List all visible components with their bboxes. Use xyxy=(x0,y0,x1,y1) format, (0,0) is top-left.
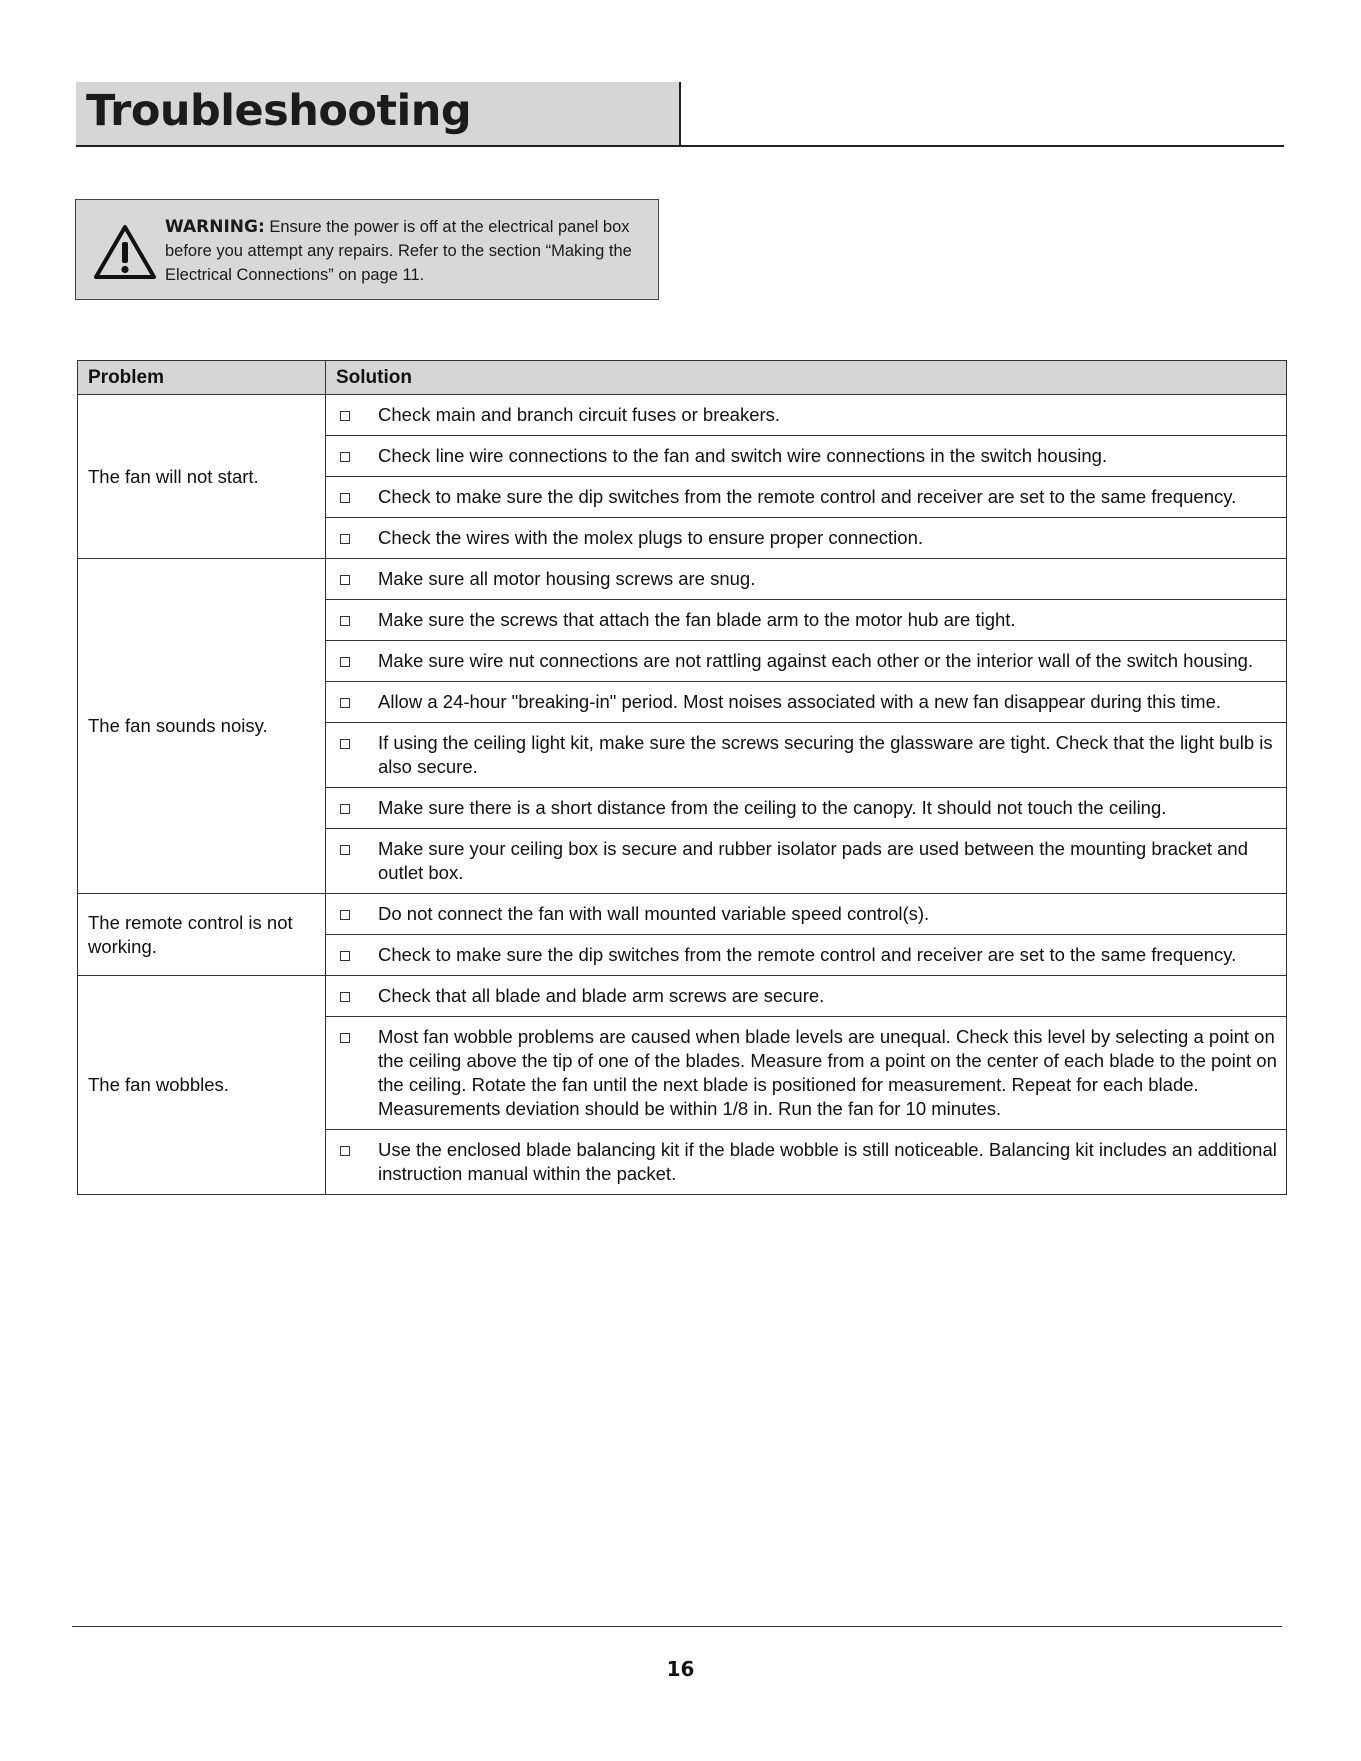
page-title-bar xyxy=(76,82,681,146)
solution-item xyxy=(340,796,1280,820)
solution-cell xyxy=(326,641,1287,682)
solution-item xyxy=(340,526,1280,550)
solution-cell xyxy=(326,829,1287,894)
checkbox-icon xyxy=(340,411,350,421)
checkbox-icon xyxy=(340,1146,350,1156)
solution-cell xyxy=(326,682,1287,723)
solution-text: Check the wires with the molex plugs to ensure proper connection. xyxy=(378,527,924,548)
table-row xyxy=(78,976,1287,1017)
solution-item xyxy=(340,690,1280,714)
checkbox-icon xyxy=(340,575,350,585)
solution-cell xyxy=(326,788,1287,829)
solution-cell xyxy=(326,723,1287,788)
checkbox-icon xyxy=(340,534,350,544)
checkbox-icon xyxy=(340,698,350,708)
solution-cell xyxy=(326,518,1287,559)
solution-cell xyxy=(326,1130,1287,1195)
warning-triangle-icon xyxy=(93,223,157,281)
solution-item xyxy=(340,1025,1280,1121)
table-row xyxy=(78,894,1287,935)
checkbox-icon xyxy=(340,452,350,462)
warning-message: Ensure the power is off at the electrical panel box before you attempt any repairs. Refer to the section “Making the Electrical Connections” on page 11. xyxy=(165,218,632,284)
solution-item xyxy=(340,943,1280,967)
solution-item xyxy=(340,608,1280,632)
checkbox-icon xyxy=(340,739,350,749)
warning-box xyxy=(75,199,659,300)
solution-item xyxy=(340,649,1280,673)
solution-cell xyxy=(326,600,1287,641)
solution-text: Make sure all motor housing screws are snug. xyxy=(378,568,756,589)
problem-column-header: Problem xyxy=(78,361,326,395)
solution-cell xyxy=(326,935,1287,976)
troubleshooting-table xyxy=(77,360,1287,1195)
solution-column-header: Solution xyxy=(326,361,1287,395)
solution-item xyxy=(340,902,1280,926)
footer-rule xyxy=(72,1626,1282,1627)
solution-cell xyxy=(326,976,1287,1017)
solution-text: Check line wire connections to the fan and switch wire connections in the switch housing. xyxy=(378,445,1108,466)
checkbox-icon xyxy=(340,616,350,626)
solution-text: Make sure the screws that attach the fan blade arm to the motor hub are tight. xyxy=(378,609,1016,630)
checkbox-icon xyxy=(340,992,350,1002)
solution-cell xyxy=(326,395,1287,436)
solution-cell xyxy=(326,894,1287,935)
checkbox-icon xyxy=(340,910,350,920)
solution-text: Check to make sure the dip switches from the remote control and receiver are set to the same frequency. xyxy=(378,486,1237,507)
solution-text: Check to make sure the dip switches from the remote control and receiver are set to the same frequency. xyxy=(378,944,1237,965)
title-rule xyxy=(76,145,1284,147)
solution-text: Do not connect the fan with wall mounted variable speed control(s). xyxy=(378,903,930,924)
solution-item xyxy=(340,485,1280,509)
problem-cell: The remote control is not working. xyxy=(78,894,326,976)
problem-cell: The fan sounds noisy. xyxy=(78,559,326,894)
solution-text: Allow a 24-hour "breaking-in" period. Most noises associated with a new fan disappear during this time. xyxy=(378,691,1221,712)
problem-cell: The fan will not start. xyxy=(78,395,326,559)
warning-text xyxy=(165,215,655,287)
solution-item xyxy=(340,567,1280,591)
solution-text: Make sure your ceiling box is secure and rubber isolator pads are used between the mounting bracket and outlet box. xyxy=(378,838,1249,883)
checkbox-icon xyxy=(340,845,350,855)
solution-item xyxy=(340,1138,1280,1186)
table-body xyxy=(78,395,1287,1195)
problem-cell: The fan wobbles. xyxy=(78,976,326,1195)
solution-item xyxy=(340,837,1280,885)
table-header-row xyxy=(78,361,1287,395)
solution-text: Make sure there is a short distance from the ceiling to the canopy. It should not touch the ceiling. xyxy=(378,797,1167,818)
solution-item xyxy=(340,731,1280,779)
solution-text: Most fan wobble problems are caused when blade levels are unequal. Check this level by selecting a point on the ceiling above the tip of one of the blades. Measure from a point on the center of each blade to the point on the ceiling. Rotate the fan until the next blade is positioned for measurement. Repeat for each blade. Measurements deviation should be within 1/8 in. Run the fan for 10 minutes. xyxy=(378,1026,1277,1119)
solution-cell xyxy=(326,436,1287,477)
solution-item xyxy=(340,984,1280,1008)
solution-text: Use the enclosed blade balancing kit if the blade wobble is still noticeable. Balancing kit includes an additional instruction manual within the packet. xyxy=(378,1139,1277,1184)
solution-cell xyxy=(326,559,1287,600)
solution-text: Check that all blade and blade arm screws are secure. xyxy=(378,985,825,1006)
solution-text: If using the ceiling light kit, make sure the screws securing the glassware are tight. Check that the light bulb is also secure. xyxy=(378,732,1273,777)
solution-item xyxy=(340,403,1280,427)
solution-cell xyxy=(326,1017,1287,1130)
checkbox-icon xyxy=(340,951,350,961)
checkbox-icon xyxy=(340,657,350,667)
solution-text: Make sure wire nut connections are not rattling against each other or the interior wall of the switch housing. xyxy=(378,650,1254,671)
warning-label: WARNING: xyxy=(165,217,265,237)
table-row xyxy=(78,395,1287,436)
checkbox-icon xyxy=(340,493,350,503)
checkbox-icon xyxy=(340,1033,350,1043)
page-number: 16 xyxy=(666,1657,695,1681)
solution-item xyxy=(340,444,1280,468)
page-title: Troubleshooting xyxy=(86,86,472,136)
table-row xyxy=(78,559,1287,600)
solution-text: Check main and branch circuit fuses or breakers. xyxy=(378,404,781,425)
checkbox-icon xyxy=(340,804,350,814)
solution-cell xyxy=(326,477,1287,518)
